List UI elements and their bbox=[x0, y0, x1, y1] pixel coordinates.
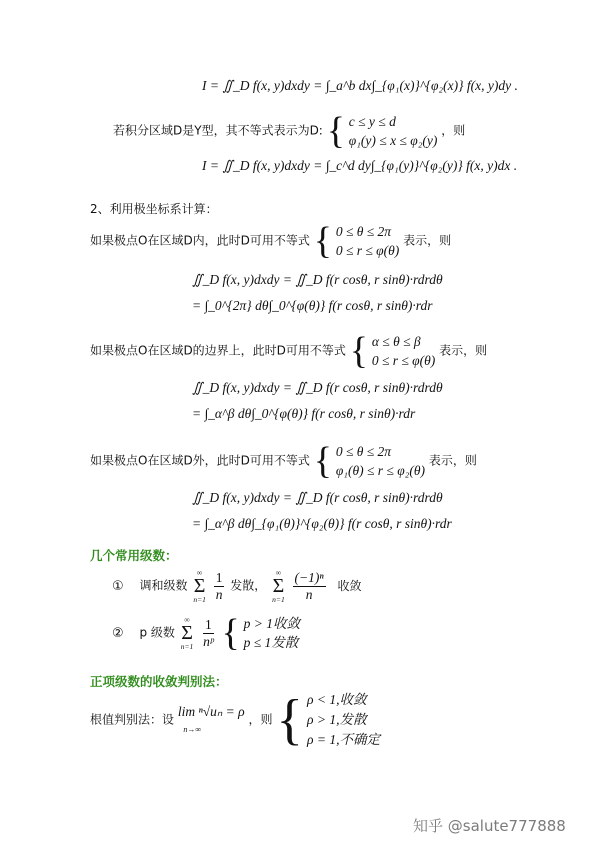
root-limit-sub: n→∞ bbox=[183, 725, 202, 734]
root-test-line bbox=[90, 690, 380, 750]
polar-boundary-l1: ∬_D f(x, y)dxdy = ∬_D f(r cosθ, r sinθ)·rdrdθ bbox=[192, 380, 443, 395]
sum-upper: ∞ bbox=[196, 568, 203, 577]
section2-title: 2、利用极坐标系计算： bbox=[90, 202, 218, 216]
numerator: (−1)ⁿ bbox=[294, 569, 324, 585]
outside-cond2: φ₁(θ) ≤ r ≤ φ₂(θ) bbox=[335, 463, 425, 478]
polar-boundary-l2: = ∫_α^β dθ∫_0^{φ(θ)} f(r cosθ, r sinθ)·rdr bbox=[192, 406, 416, 421]
root-cond2: ρ > 1,发散 bbox=[307, 712, 367, 727]
sum-lower: n=1 bbox=[272, 595, 285, 604]
brace-icon: { bbox=[349, 330, 369, 372]
item2-line bbox=[112, 614, 300, 652]
inside-line bbox=[90, 222, 451, 260]
outside-line bbox=[90, 442, 477, 480]
sum-symbol bbox=[193, 568, 206, 604]
y-type-cond1: c ≤ y ≤ d bbox=[348, 114, 396, 129]
sigma-icon: Σ bbox=[272, 575, 285, 597]
diverge-text: 发散， bbox=[230, 578, 267, 593]
outside-intro: 如果极点O在区域D外，此时D可用不等式 bbox=[90, 453, 310, 468]
fraction bbox=[201, 617, 216, 650]
p-cond2: p ≤ 1发散 bbox=[243, 635, 299, 650]
numerator: 1 bbox=[205, 616, 212, 632]
y-type-conditions bbox=[349, 112, 438, 150]
test-heading: 正项级数的收敛判别法： bbox=[90, 674, 228, 689]
root-cond1: ρ < 1,收敛 bbox=[307, 692, 367, 707]
root-intro: 根值判别法：设 bbox=[90, 712, 175, 727]
polar-inside-l1: ∬_D f(x, y)dxdy = ∬_D f(r cosθ, r sinθ)·rdrdθ bbox=[192, 272, 443, 287]
inside-cond2: 0 ≤ r ≤ φ(θ) bbox=[335, 243, 400, 258]
item1-marker: ① bbox=[112, 578, 124, 594]
item1-line bbox=[112, 568, 361, 604]
y-type-cond2: φ₁(y) ≤ x ≤ φ₂(y) bbox=[348, 133, 438, 148]
express-text: 表示，则 bbox=[439, 343, 488, 358]
polar-outside-l1: ∬_D f(x, y)dxdy = ∬_D f(r cosθ, r sinθ)·rdrdθ bbox=[192, 490, 443, 505]
item2-marker: ② bbox=[112, 625, 124, 641]
express-text: 表示，则 bbox=[403, 233, 452, 248]
p-conditions bbox=[244, 614, 300, 652]
express-text: 表示，则 bbox=[428, 453, 477, 468]
fraction bbox=[293, 570, 326, 603]
brace-icon: { bbox=[313, 440, 333, 482]
boundary-line bbox=[90, 332, 487, 370]
formula-x-type: I = ∬_D f(x, y)dxdy = ∫_a^b dx∫_{φ₁(x)}^{φ₂(x)} f(x, y)dy . bbox=[202, 78, 518, 93]
y-type-line bbox=[113, 112, 465, 150]
sum-upper: ∞ bbox=[275, 568, 282, 577]
boundary-cond2: 0 ≤ r ≤ φ(θ) bbox=[371, 353, 436, 368]
outside-cond1: 0 ≤ θ ≤ 2π bbox=[335, 444, 392, 459]
fraction bbox=[214, 570, 225, 603]
boundary-intro: 如果极点O在区域D的边界上，此时D可用不等式 bbox=[90, 343, 346, 358]
sigma-icon: Σ bbox=[181, 622, 193, 644]
series-heading: 几个常用级数： bbox=[90, 548, 178, 563]
brace-icon: { bbox=[326, 110, 345, 152]
inside-conditions bbox=[336, 222, 399, 260]
formula-y-type: I = ∬_D f(x, y)dxdy = ∫_c^d dy∫_{φ₁(y)}^{φ₂(y)} f(x, y)dx . bbox=[202, 158, 518, 173]
inside-intro: 如果极点O在区域D内，此时D可用不等式 bbox=[90, 233, 310, 248]
root-then: ，则 bbox=[248, 712, 273, 727]
sum-lower: n=1 bbox=[180, 642, 194, 651]
denominator: nᵖ bbox=[203, 633, 214, 649]
converge-text: 收敛 bbox=[337, 578, 362, 593]
denominator: n bbox=[305, 586, 313, 602]
root-conditions bbox=[307, 690, 380, 750]
sum-symbol bbox=[272, 568, 285, 604]
root-cond3: ρ = 1,不确定 bbox=[307, 732, 380, 747]
root-expr: lim ⁿ√uₙ = ρ bbox=[177, 704, 245, 719]
numerator: 1 bbox=[215, 569, 223, 585]
p-cond1: p > 1收敛 bbox=[243, 616, 300, 631]
then-text: ，则 bbox=[441, 123, 466, 138]
brace-icon: { bbox=[313, 220, 333, 262]
inside-cond1: 0 ≤ θ ≤ 2π bbox=[335, 224, 392, 239]
sum-lower: n=1 bbox=[193, 595, 206, 604]
polar-inside-l2: = ∫_0^{2π} dθ∫_0^{φ(θ)} f(r cosθ, r sinθ)·rdr bbox=[192, 298, 433, 313]
denominator: n bbox=[215, 586, 223, 602]
zhihu-watermark: 知乎 @salute777888 bbox=[413, 817, 566, 835]
boundary-cond1: α ≤ θ ≤ β bbox=[371, 334, 421, 349]
item2-label: p 级数 bbox=[139, 625, 175, 640]
outside-conditions bbox=[336, 442, 425, 480]
sum-upper: ∞ bbox=[184, 615, 190, 624]
item1-label: 调和级数 bbox=[139, 578, 188, 593]
brace-icon: { bbox=[221, 612, 240, 654]
brace-icon: { bbox=[276, 689, 304, 751]
sum-symbol bbox=[181, 615, 194, 651]
root-limit bbox=[178, 704, 245, 736]
boundary-conditions bbox=[372, 332, 435, 370]
sigma-icon: Σ bbox=[193, 575, 206, 597]
y-type-intro: 若积分区域D是Y型，其不等式表示为D: bbox=[113, 123, 323, 138]
polar-outside-l2: = ∫_α^β dθ∫_{φ₁(θ)}^{φ₂(θ)} f(r cosθ, r sinθ)·rdr bbox=[192, 516, 452, 531]
